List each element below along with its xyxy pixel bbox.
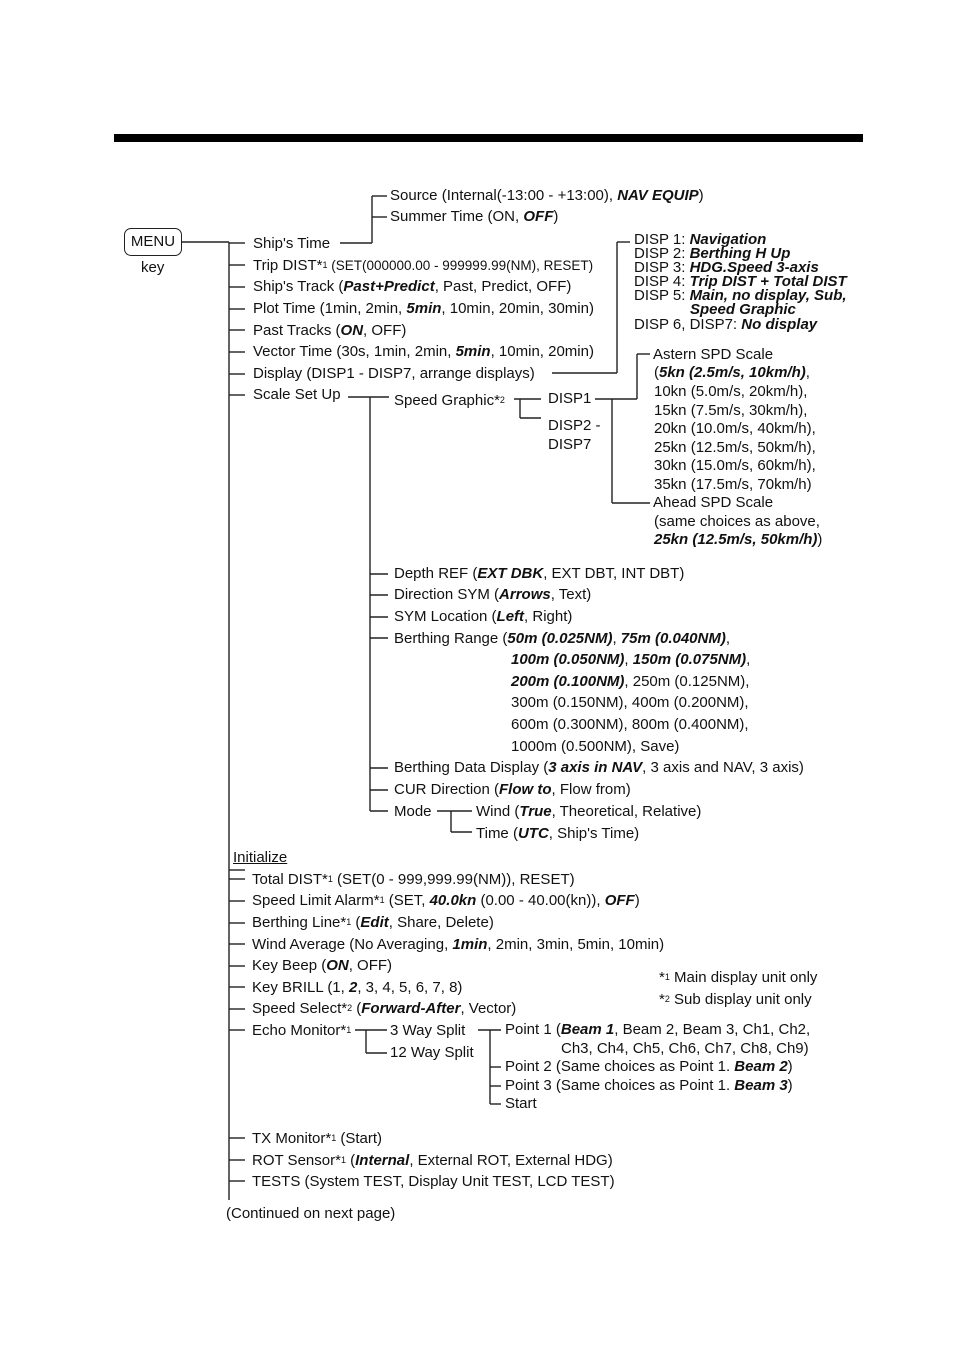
total-dist-item: Total DIST*$^1$ (SET(0 - 999,999.99(NM)), RESET) — [252, 871, 575, 888]
display-item: Display (DISP1 - DISP7, arrange displays) — [253, 365, 535, 382]
disp1-entry: DISP 1: Navigation — [634, 231, 767, 248]
key-brill-item: Key BRILL (1, 2, 3, 4, 5, 6, 7, 8) — [252, 979, 463, 996]
disp5-entry-cont: Speed Graphic — [690, 301, 796, 318]
mode-item: Mode — [394, 803, 432, 820]
continued-note: (Continued on next page) — [226, 1205, 396, 1222]
astern-spd-line-1: (5kn (2.5m/s, 10km/h), — [654, 364, 810, 381]
footnote-2: *$^2$ Sub display unit only — [659, 991, 812, 1008]
berthing-range-line-3: 200m (0.100NM), 250m (0.125NM), — [511, 673, 750, 690]
vector-time-item: Vector Time (30s, 1min, 2min, 5min, 10min, 20min) — [253, 343, 594, 360]
astern-spd-line: 20kn (10.0m/s, 40km/h), — [654, 420, 816, 437]
point1-item-cont: Ch3, Ch4, Ch5, Ch6, Ch7, Ch8, Ch9) — [561, 1040, 809, 1057]
disp3-entry: DISP 3: HDG.Speed 3-axis — [634, 259, 819, 276]
plot-time-item: Plot Time (1min, 2min, 5min, 10min, 20min, 30min) — [253, 300, 594, 317]
menu-key-box: MENU — [124, 228, 182, 256]
sym-location-item: SYM Location (Left, Right) — [394, 608, 573, 625]
start-item: Start — [505, 1095, 537, 1112]
direction-sym-item: Direction SYM (Arrows, Text) — [394, 586, 592, 603]
berthing-line-item: Berthing Line*$^1$ (Edit, Share, Delete) — [252, 914, 494, 931]
astern-spd-line: 10kn (5.0m/s, 20km/h), — [654, 383, 808, 400]
berthing-range-line-2: 100m (0.050NM), 150m (0.075NM), — [511, 651, 751, 668]
disp5-entry: DISP 5: Main, no display, Sub, — [634, 287, 847, 304]
astern-spd-line: 15kn (7.5m/s, 30km/h), — [654, 402, 808, 419]
point2-item: Point 2 (Same choices as Point 1. Beam 2) — [505, 1058, 793, 1075]
mode-wind-item: Wind (True, Theoretical, Relative) — [476, 803, 702, 820]
point3-item: Point 3 (Same choices as Point 1. Beam 3) — [505, 1077, 793, 1094]
astern-spd-line: 35kn (17.5m/s, 70km/h) — [654, 476, 812, 493]
summer-time-item: Summer Time (ON, OFF) — [390, 208, 559, 225]
cur-direction-item: CUR Direction (Flow to, Flow from) — [394, 781, 631, 798]
berthing-range-line-5: 600m (0.300NM), 800m (0.400NM), — [511, 716, 749, 733]
menu-key-caption: key — [141, 259, 165, 276]
mode-time-item: Time (UTC, Ship's Time) — [476, 825, 640, 842]
tx-monitor-item: TX Monitor*$^1$ (Start) — [252, 1130, 383, 1147]
scale-set-up-item: Scale Set Up — [253, 386, 341, 403]
disp2-entry: DISP 2: Berthing H Up — [634, 245, 791, 262]
disp1-label: DISP1 — [548, 390, 592, 407]
speed-graphic-item: Speed Graphic*$^2$ — [394, 392, 505, 409]
rot-sensor-item: ROT Sensor*$^1$ (Internal, External ROT, External HDG) — [252, 1152, 613, 1169]
trip-dist-item: Trip DIST*$^1$ (SET(000000.00 - 999999.99(NM), RESET) — [253, 257, 594, 274]
astern-spd-scale-title: Astern SPD Scale — [653, 346, 774, 363]
depth-ref-item: Depth REF (EXT DBK, EXT DBT, INT DBT) — [394, 565, 685, 582]
wind-average-item: Wind Average (No Averaging, 1min, 2min, 3min, 5min, 10min) — [252, 936, 665, 953]
speed-select-item: Speed Select*$^2$ (Forward-After, Vector) — [252, 1000, 517, 1017]
berthing-range-line-6: 1000m (0.500NM), Save) — [511, 738, 680, 755]
astern-spd-line: 30kn (15.0m/s, 60km/h), — [654, 457, 816, 474]
speed-limit-alarm-item: Speed Limit Alarm*$^1$ (SET, 40.0kn (0.00 - 40.00(kn)), OFF) — [252, 892, 640, 909]
source-item: Source (Internal(-13:00 - +13:00), NAV EQUIP) — [390, 187, 704, 204]
berthing-data-display-item: Berthing Data Display (3 axis in NAV, 3 axis and NAV, 3 axis) — [394, 759, 804, 776]
astern-spd-line: 25kn (12.5m/s, 50km/h), — [654, 439, 816, 456]
ahead-spd-scale-title: Ahead SPD Scale — [653, 494, 774, 511]
berthing-range-line-4: 300m (0.150NM), 400m (0.200NM), — [511, 694, 749, 711]
key-beep-item: Key Beep (ON, OFF) — [252, 957, 393, 974]
point1-item: Point 1 (Beam 1, Beam 2, Beam 3, Ch1, Ch2, — [505, 1021, 811, 1038]
disp2-7-label-cont: DISP7 — [548, 436, 592, 453]
disp4-entry: DISP 4: Trip DIST + Total DIST — [634, 273, 847, 290]
ahead-spd-line-1: (same choices as above, — [654, 513, 820, 530]
tests-item: TESTS (System TEST, Display Unit TEST, LCD TEST) — [252, 1173, 615, 1190]
footnote-1: *$^1$ Main display unit only — [659, 969, 818, 986]
ships-track-item: Ship's Track (Past+Predict, Past, Predict, OFF) — [253, 278, 572, 295]
three-way-split-item: 3 Way Split — [390, 1022, 466, 1039]
disp2-7-label: DISP2 - — [548, 417, 601, 434]
ahead-spd-line-2: 25kn (12.5m/s, 50km/h)) — [654, 531, 823, 548]
initialize-heading: Initialize — [233, 849, 288, 866]
echo-monitor-item: Echo Monitor*$^1$ — [252, 1022, 352, 1039]
disp67-entry: DISP 6, DISP7: No display — [634, 316, 818, 333]
past-tracks-item: Past Tracks (ON, OFF) — [253, 322, 407, 339]
berthing-range-item: Berthing Range (50m (0.025NM), 75m (0.040NM), — [394, 630, 731, 647]
ships-time-item: Ship's Time — [253, 235, 331, 252]
twelve-way-split-item: 12 Way Split — [390, 1044, 474, 1061]
